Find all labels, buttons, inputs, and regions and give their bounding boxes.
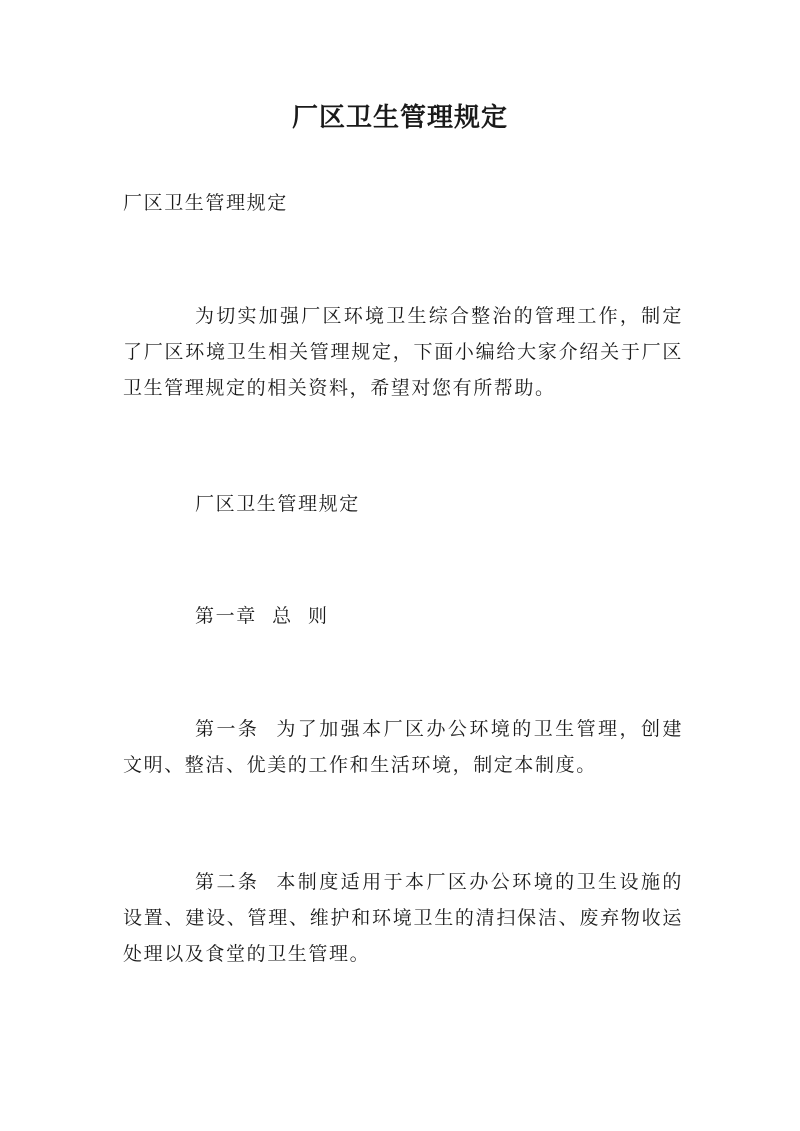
article-1-paragraph: 第一条 为了加强本厂区办公环境的卫生管理，创建文明、整洁、优美的工作和生活环境，制定本制度。 [123,718,683,776]
chapter-heading: 第一章 总 则 [195,605,329,627]
document-title: 厂区卫生管理规定 [291,103,508,133]
article-2-paragraph: 第二条 本制度适用于本厂区办公环境的卫生设施的设置、建设、管理、维护和环境卫生的清扫保洁、废弃物收运处理以及食堂的卫生管理。 [123,871,683,965]
section-heading: 厂区卫生管理规定 [195,493,360,515]
document-subtitle: 厂区卫生管理规定 [123,192,288,214]
intro-paragraph: 为切实加强厂区环境卫生综合整治的管理工作，制定了厂区环境卫生相关管理规定，下面小编给大家介绍关于厂区卫生管理规定的相关资料，希望对您有所帮助。 [123,305,683,399]
